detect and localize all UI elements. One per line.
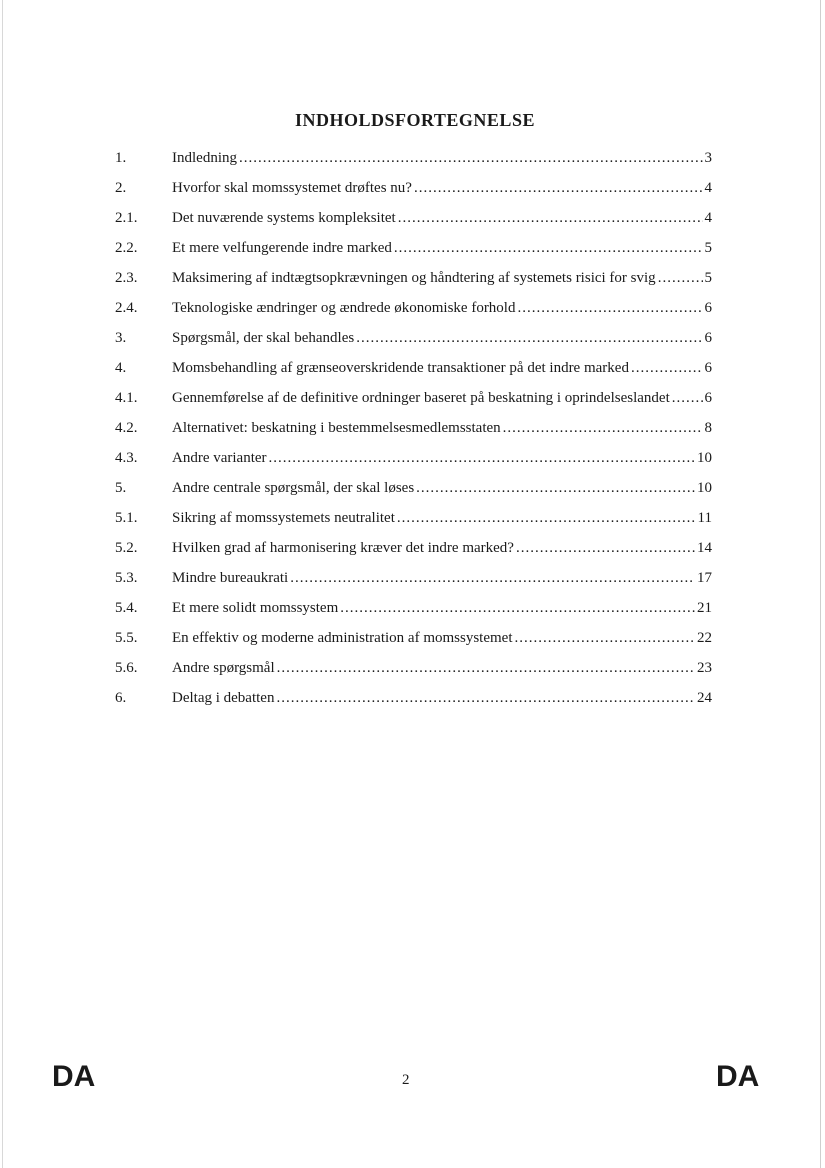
toc-entry (172, 567, 712, 589)
toc-label: Gennemførelse af de definitive ordninger baseret på beskatning i oprindelseslandet (172, 390, 670, 406)
toc-number: 2.4. (115, 300, 138, 316)
toc-number: 5.6. (115, 660, 138, 676)
toc-number: 5.1. (115, 510, 138, 526)
toc-label: Momsbehandling af grænseoverskridende transaktioner på det indre marked (172, 360, 629, 376)
toc-entry (172, 417, 712, 439)
toc-leader-dots (276, 687, 695, 709)
toc-row[interactable] (0, 537, 825, 559)
toc-leader-dots (631, 357, 703, 379)
toc-leader-dots (356, 327, 702, 349)
toc-number: 3. (115, 330, 127, 346)
toc-label: Mindre bureaukrati (172, 570, 289, 586)
toc-leader-dots (397, 507, 696, 529)
toc-leader-dots (517, 297, 702, 319)
toc-label: Spørgsmål, der skal behandles (172, 330, 355, 346)
toc-page: 24 (697, 690, 712, 706)
toc-leader-dots (503, 417, 703, 439)
toc-number: 5. (115, 480, 127, 496)
toc-entry (172, 597, 712, 619)
toc-number: 5.2. (115, 540, 138, 556)
toc-row[interactable] (0, 207, 825, 229)
toc-page: 23 (697, 660, 712, 676)
toc-entry (172, 507, 712, 529)
toc-leader-dots (394, 237, 703, 259)
toc-page: 6 (704, 390, 712, 406)
toc-number: 4. (115, 360, 127, 376)
toc-number: 5.5. (115, 630, 138, 646)
toc-row[interactable] (0, 147, 825, 169)
toc-page: 3 (704, 150, 712, 166)
toc-page: 6 (704, 360, 712, 376)
toc-number: 5.4. (115, 600, 138, 616)
toc-entry (172, 177, 712, 199)
toc-page: 11 (697, 510, 712, 526)
toc-label: Sikring af momssystemets neutralitet (172, 510, 395, 526)
toc-entry (172, 237, 712, 259)
toc-number: 5.3. (115, 570, 138, 586)
toc-row[interactable] (0, 507, 825, 529)
toc-entry (172, 657, 712, 679)
toc-leader-dots (277, 657, 695, 679)
toc-row[interactable] (0, 177, 825, 199)
toc-entry (172, 327, 712, 349)
toc-row[interactable] (0, 657, 825, 679)
toc-number: 4.1. (115, 390, 138, 406)
page-number: 2 (402, 1072, 410, 1088)
toc-label: Det nuværende systems kompleksitet (172, 210, 396, 226)
page-title: INDHOLDSFORTEGNELSE (295, 110, 535, 130)
toc-row[interactable] (0, 327, 825, 349)
toc-leader-dots (416, 477, 695, 499)
toc-page: 8 (704, 420, 712, 436)
toc-label: Indledning (172, 150, 237, 166)
toc-label: Andre varianter (172, 450, 267, 466)
toc-entry (172, 297, 712, 319)
toc-entry (172, 477, 712, 499)
toc-leader-dots (672, 387, 703, 409)
toc-row[interactable] (0, 447, 825, 469)
toc-number: 2.3. (115, 270, 138, 286)
toc-leader-dots (516, 537, 695, 559)
toc-row[interactable] (0, 387, 825, 409)
toc-page: 4 (704, 210, 712, 226)
toc-entry (172, 207, 712, 229)
toc-page: 5 (704, 240, 712, 256)
toc-row[interactable] (0, 597, 825, 619)
toc-label: Hvilken grad af harmonisering kræver det indre marked? (172, 540, 514, 556)
toc-number: 1. (115, 150, 127, 166)
toc-number: 4.3. (115, 450, 138, 466)
toc-page: 5 (704, 270, 712, 286)
toc-row[interactable] (0, 477, 825, 499)
toc-label: Andre centrale spørgsmål, der skal løses (172, 480, 415, 496)
toc-leader-dots (340, 597, 695, 619)
toc-row[interactable] (0, 417, 825, 439)
toc-number: 6. (115, 690, 127, 706)
toc-entry (172, 687, 712, 709)
toc-leader-dots (658, 267, 703, 289)
toc-row[interactable] (0, 267, 825, 289)
toc-label: Teknologiske ændringer og ændrede økonomiske forhold (172, 300, 516, 316)
toc-page: 10 (697, 450, 712, 466)
toc-entry (172, 387, 712, 409)
toc-row[interactable] (0, 297, 825, 319)
toc-number: 2.2. (115, 240, 138, 256)
toc-number: 2. (115, 180, 127, 196)
language-code-right: DA (716, 1060, 760, 1093)
toc-label: Andre spørgsmål (172, 660, 275, 676)
toc-row[interactable] (0, 627, 825, 649)
toc-entry (172, 537, 712, 559)
toc-leader-dots (290, 567, 695, 589)
toc-page: 4 (704, 180, 712, 196)
toc-label: Alternativet: beskatning i bestemmelsesmedlemsstaten (172, 420, 501, 436)
toc-row[interactable] (0, 357, 825, 379)
toc-page: 14 (697, 540, 712, 556)
toc-leader-dots (239, 147, 703, 169)
toc-entry (172, 627, 712, 649)
toc-page: 17 (697, 570, 712, 586)
toc-leader-dots (398, 207, 703, 229)
language-code-left: DA (52, 1060, 96, 1093)
toc-row[interactable] (0, 687, 825, 709)
toc-row[interactable] (0, 237, 825, 259)
toc-leader-dots (514, 627, 695, 649)
toc-entry (172, 447, 712, 469)
toc-label: Et mere solidt momssystem (172, 600, 339, 616)
toc-row[interactable] (0, 567, 825, 589)
toc-entry (172, 147, 712, 169)
toc-number: 2.1. (115, 210, 138, 226)
toc-label: Et mere velfungerende indre marked (172, 240, 392, 256)
toc-label: Hvorfor skal momssystemet drøftes nu? (172, 180, 412, 196)
toc-leader-dots (414, 177, 703, 199)
toc-entry (172, 357, 712, 379)
toc-number: 4.2. (115, 420, 138, 436)
toc-label: En effektiv og moderne administration af momssystemet (172, 630, 513, 646)
toc-page: 22 (697, 630, 712, 646)
toc-entry (172, 267, 712, 289)
toc-page: 10 (697, 480, 712, 496)
toc-leader-dots (269, 447, 695, 469)
toc-page: 21 (697, 600, 712, 616)
toc-label: Deltag i debatten (172, 690, 275, 706)
toc-page: 6 (704, 330, 712, 346)
toc-page: 6 (704, 300, 712, 316)
toc-label: Maksimering af indtægtsopkrævningen og håndtering af systemets risici for svig (172, 270, 656, 286)
